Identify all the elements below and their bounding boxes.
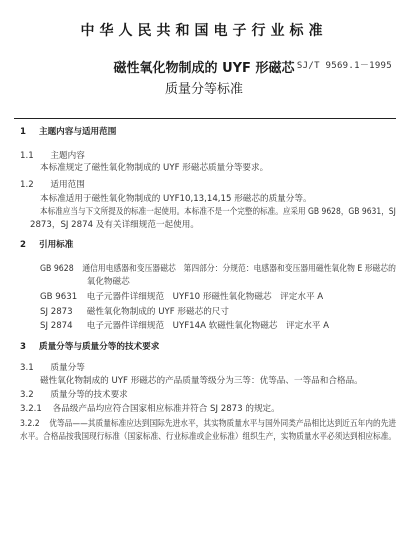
section-1-heading bbox=[20, 127, 116, 138]
section-title: 主题内容 bbox=[50, 151, 85, 161]
section-title: 质量分等的技术要求 bbox=[50, 390, 128, 400]
section-3-1-heading bbox=[20, 363, 85, 374]
paragraph: 本标准规定了磁性氧化物制成的 UYF 形磁芯质量分等要求。 bbox=[40, 163, 269, 173]
reference-item bbox=[40, 292, 323, 303]
section-number: 2 bbox=[20, 240, 26, 250]
clause-3-2-2 bbox=[20, 419, 396, 430]
issuing-organization: 中华人民共和国电子行业标准 bbox=[80, 23, 328, 39]
section-number: 1 bbox=[20, 127, 26, 137]
section-title: 引用标准 bbox=[38, 240, 74, 250]
reference-title: 磁性氧化物制成的 UYF 形磁芯的尺寸 bbox=[86, 307, 229, 317]
section-number: 3 bbox=[20, 342, 26, 352]
clause-text-continued: 水平。合格品按我国现行标准（国家标准、行业标准或企业标准）组织生产，实物质量水平必须达到相应标准。 bbox=[20, 432, 397, 442]
reference-item bbox=[40, 307, 229, 318]
reference-item bbox=[40, 321, 329, 332]
section-title: 质量分等 bbox=[50, 363, 85, 373]
reference-title: 电子元器件详细规范 UYF10 形磁性氧化物磁芯 评定水平 A bbox=[86, 292, 324, 302]
section-number: 3.1 bbox=[20, 363, 34, 373]
reference-code: SJ 2873 bbox=[40, 307, 73, 317]
paragraph: 本标准适用于磁性氧化物制成的 UYF10,13,14,15 形磁芯的质量分等。 bbox=[40, 194, 312, 204]
section-3-2-heading bbox=[20, 390, 128, 401]
reference-title: 电子元器件详细规范 UYF14A 软磁性氧化物磁芯 评定水平 A bbox=[86, 321, 330, 331]
clause-text: 优等品——其质量标准应达到国际先进水平，其实物质量水平与国外同类产品相比达到近五年内的先进 bbox=[49, 419, 397, 429]
paragraph: 2873，SJ 2874 及有关详细规范一起使用。 bbox=[30, 220, 199, 230]
section-number: 3.2 bbox=[20, 390, 34, 400]
reference-title: 氧化物磁芯 bbox=[86, 277, 130, 287]
section-number: 1.1 bbox=[20, 151, 34, 161]
document-title: 磁性氧化物制成的 UYF 形磁芯 bbox=[113, 61, 295, 76]
section-number: 1.2 bbox=[20, 180, 34, 190]
section-1-2-heading bbox=[20, 180, 85, 191]
section-1-1-heading bbox=[20, 151, 85, 162]
section-2-heading bbox=[20, 240, 73, 251]
reference-code: SJ 2874 bbox=[40, 321, 73, 331]
reference-code: GB 9628 bbox=[40, 264, 74, 274]
section-title: 质量分等与质量分等的技术要求 bbox=[38, 342, 160, 352]
section-title: 适用范围 bbox=[50, 180, 85, 190]
header-divider bbox=[14, 118, 396, 119]
clause-number: 3.2.2 bbox=[20, 419, 40, 429]
clause-number: 3.2.1 bbox=[20, 404, 42, 414]
reference-item bbox=[40, 264, 396, 275]
section-3-heading bbox=[20, 342, 159, 353]
paragraph: 磁性氧化物制成的 UYF 形磁芯的产品质量等级分为三等：优等品、一等品和合格品。 bbox=[40, 376, 363, 386]
document-subtitle: 质量分等标准 bbox=[164, 82, 243, 97]
section-title: 主题内容与适用范围 bbox=[38, 127, 117, 137]
reference-item bbox=[40, 277, 130, 288]
paragraph: 本标准应当与下文所提及的标准一起使用。本标准不是一个完整的标准。应采用 GB 9628，GB 9631，SJ bbox=[40, 207, 396, 217]
reference-title: 通信用电感器和变压器磁芯 第四部分：分规范：电感器和变压器用磁性氧化物 E 形磁芯的 bbox=[82, 264, 396, 274]
reference-code: GB 9631 bbox=[40, 292, 78, 302]
clause-3-2-1 bbox=[20, 404, 280, 415]
clause-text: 各品级产品均应符合国家相应标准并符合 SJ 2873 的规定。 bbox=[52, 404, 280, 414]
standard-code: SJ/T 9569.1－1995 bbox=[296, 61, 392, 71]
